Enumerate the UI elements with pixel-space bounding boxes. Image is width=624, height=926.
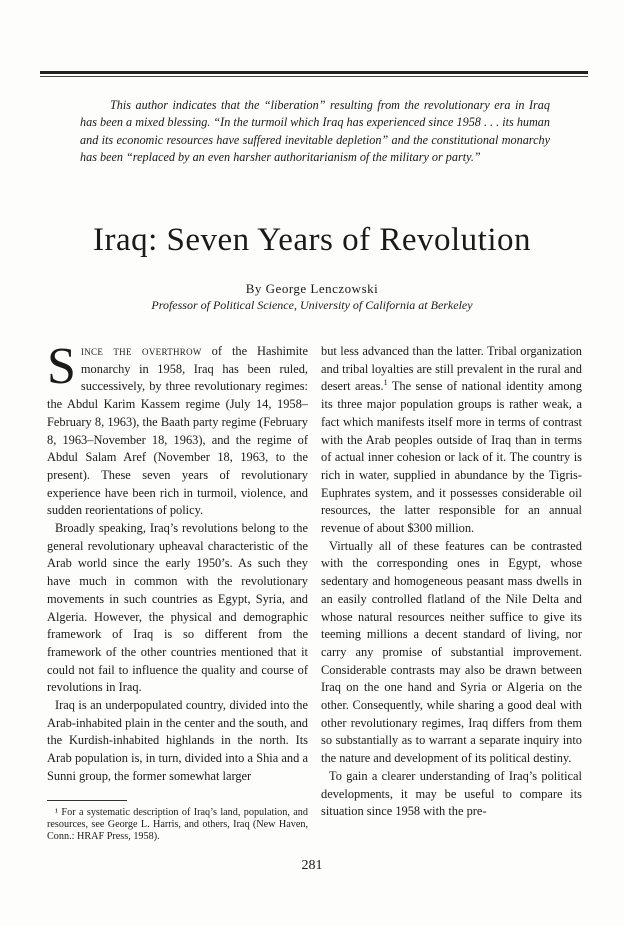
paragraph-6: To gain a clearer understanding of Iraq’s political developments, it may be useful to compare its situation since 1958 with the pre- (321, 768, 582, 819)
lead-smallcaps: ince the overthrow (80, 344, 202, 358)
page-number: 281 (301, 858, 323, 873)
drop-cap: S (47, 338, 76, 395)
paragraph-1-text: of the Hashimite monarchy in 1958, Iraq has been ruled, successively, by three revolutionary regimes: the Abdul Karim Kassem regime (July 14, 1958–February 8, 1963), the Baath party regime (February 8, 1963–November 18, 1963), and the regime of Abdul Salam Aref (November 18, 1963, to the present). These seven years of revolutionary experience have been rich in turmoil, violence, and sudden reorientations of policy. (47, 344, 308, 518)
author-byline: By George Lenczowski (245, 281, 379, 296)
top-rule-thin (40, 76, 588, 77)
paragraph-4a: but less advanced than the latter. Tribal organization and tribal loyalties are still prevalent in the rural and desert areas. (321, 344, 582, 394)
footnote-rule (47, 800, 127, 801)
paragraph-1 (47, 338, 308, 520)
paragraph-2: Broadly speaking, Iraq’s revolutions belong to the general revolutionary upheaval characteristic of the Arab world since the early 1950’s. As such they have much in common with the revolutionary movements in such countries as Egypt, Syria, and Algeria. However, the physical and demographic framework of Iraq is so different from the framework of the other countries mentioned that it could not fail to influence the quality and course of revolutions in Iraq. (47, 521, 308, 695)
right-column (321, 343, 582, 821)
author-affiliation: Professor of Political Science, University of California at Berkeley (151, 298, 473, 312)
article-title: Iraq: Seven Years of Revolution (92, 222, 532, 258)
paragraph-5: Virtually all of these features can be contrasted with the corresponding ones in Egypt, whose sedentary and homogeneous peasant mass dwells in an easily controlled flatland of the Nile Delta and whose natural resources neither suffice to give its teeming millions a decent standard of living, nor carry any promise of substantial improvement. Considerable contrasts may also be drawn between Iraq on the one hand and Syria or Algeria on the other. Consequently, while sharing a good deal with other revolutionary regimes, Iraq differs from them so substantially as to warrant a separate inquiry into the nature and development of its political destiny. (321, 538, 582, 766)
top-rule (40, 71, 588, 74)
paragraph-4b: The sense of national identity among its three major population groups is rather weak, a fact which manifests itself more in terms of contrast with the Arab peoples outside of Iraq than in terms of actual inner cohesion or lack of it. The country is rich in water, supplied in abundance by the Tigris-Euphrates system, and it possesses considerable oil resources, the latter responsible for an annual revenue of about $300 million. (321, 379, 583, 536)
footnote-marker[interactable]: 1 (383, 378, 388, 388)
paragraph-3: Iraq is an underpopulated country, divided into the Arab-inhabited plain in the center and the south, and the Kurdish-inhabited highlands in the north. Its Arab population is, in turn, divided into a Shia and a Sunni group, the former somewhat larger (47, 698, 308, 783)
left-column (47, 338, 308, 844)
intro-abstract: This author indicates that the “liberation” resulting from the revolutionary era in Iraq has been a mixed blessing. “In the turmoil which Iraq has experienced since 1958 . . . its human and its economic resources have suffered inevitable depletion” and the constitutional monarchy has been “replaced by an even harsher authoritarianism of the military or party.” (80, 98, 550, 164)
footnote: ¹ For a systematic description of Iraq’s land, population, and resources, see George L. Harris, and others, Iraq (New Haven, Conn.: HRAF Press, 1958). (47, 806, 308, 843)
paragraph-4 (321, 343, 582, 538)
